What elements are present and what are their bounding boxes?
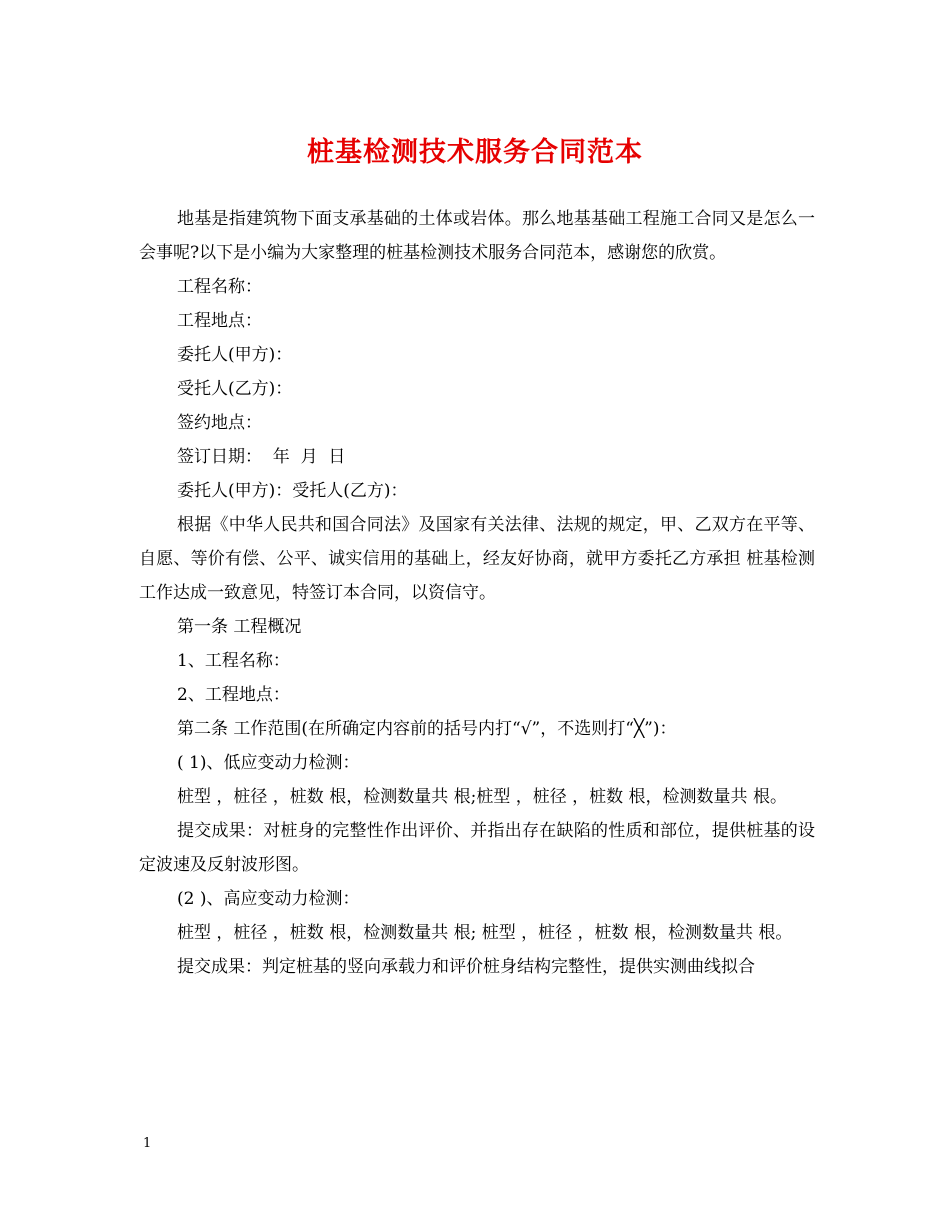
parties-line: 委托人(甲方)：受托人(乙方)： bbox=[177, 481, 408, 501]
project-name-line: 工程名称： bbox=[177, 277, 262, 297]
article-one-item-2: 2、工程地点： bbox=[177, 685, 290, 705]
document-body bbox=[139, 202, 815, 984]
signing-date-line: 签订日期： 年 月 日 bbox=[177, 447, 346, 467]
high-strain-deliverables: 提交成果：判定桩基的竖向承载力和评价桩身结构完整性，提供实测曲线拟合 bbox=[177, 957, 755, 977]
signing-location-line: 签约地点： bbox=[177, 413, 262, 433]
preamble-paragraph: 根据《中华人民共和国合同法》及国家有关法律、法规的规定，甲、乙双方在平等、自愿、等价有偿、公平、诚实信用的基础上，经友好协商，就甲方委托乙方承担 桩基检测工作达成一致意见，特签订本合同，以资信守。 bbox=[139, 515, 815, 603]
client-line: 委托人(甲方)： bbox=[177, 345, 293, 365]
article-two-heading: 第二条 工作范围(在所确定内容前的括号内打“√”，不选则打“╳”)： bbox=[177, 719, 677, 739]
low-strain-deliverables: 提交成果：对桩身的完整性作出评价、并指出存在缺陷的性质和部位，提供桩基的设定波速及反射波形图。 bbox=[139, 821, 815, 875]
high-strain-pile-details: 桩型 ，桩径 ，桩数 根，检测数量共 根; 桩型 ，桩径 ，桩数 根，检测数量共 根。 bbox=[177, 923, 793, 943]
article-one-heading: 第一条 工程概况 bbox=[177, 617, 302, 637]
contractor-line: 受托人(乙方)： bbox=[177, 379, 293, 399]
project-location-line: 工程地点： bbox=[177, 311, 262, 331]
low-strain-test-heading: ( 1)、低应变动力检测： bbox=[177, 753, 360, 773]
intro-paragraph: 地基是指建筑物下面支承基础的土体或岩体。那么地基基础工程施工合同又是怎么一会事呢?以下是小编为大家整理的桩基检测技术服务合同范本，感谢您的欣赏。 bbox=[139, 209, 815, 263]
document-title: 桩基检测技术服务合同范本 bbox=[307, 137, 643, 168]
page-number: 1 bbox=[143, 1136, 152, 1151]
article-one-item-1: 1、工程名称： bbox=[177, 651, 290, 671]
low-strain-pile-details: 桩型 ，桩径 ，桩数 根，检测数量共 根;桩型 ，桩径 ，桩数 根，检测数量共 根。 bbox=[177, 787, 787, 807]
high-strain-test-heading: (2 )、高应变动力检测： bbox=[177, 889, 360, 909]
